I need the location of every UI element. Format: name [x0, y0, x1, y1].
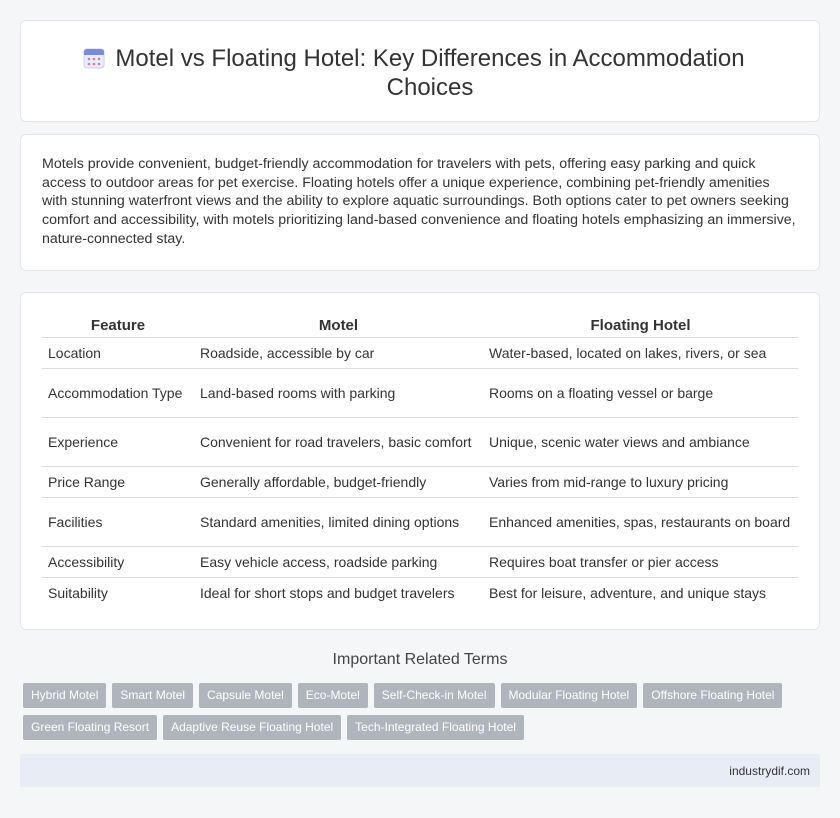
title-card [20, 20, 820, 122]
footer [20, 754, 820, 787]
table-row [42, 578, 798, 609]
comparison-table [42, 315, 798, 609]
table-cell-motel: Standard amenities, limited dining options [194, 498, 483, 547]
table-cell-feature: Accessibility [42, 547, 194, 578]
table-cell-motel: Easy vehicle access, roadside parking [194, 547, 483, 578]
related-term-tag[interactable]: Eco-Motel [298, 683, 368, 708]
related-term-tag[interactable]: Self-Check-in Motel [374, 683, 495, 708]
related-term-tag[interactable]: Capsule Motel [199, 683, 292, 708]
table-cell-floating-hotel: Water-based, located on lakes, rivers, or sea [483, 338, 798, 369]
related-term-tag[interactable]: Smart Motel [112, 683, 193, 708]
comparison-table-card [20, 292, 820, 630]
table-cell-floating-hotel: Best for leisure, adventure, and unique stays [489, 585, 767, 602]
table-cell-feature: Experience [42, 418, 194, 467]
summary-card [20, 134, 820, 271]
footer-site-link[interactable]: industrydif.com [729, 764, 810, 778]
table-cell-floating-hotel: Rooms on a floating vessel or barge [483, 369, 798, 418]
table-cell-feature: Facilities [42, 498, 194, 547]
related-terms-list [23, 683, 803, 740]
table-row [42, 498, 798, 547]
table-cell-motel: Generally affordable, budget-friendly [194, 467, 483, 498]
related-term-tag[interactable]: Green Floating Resort [23, 715, 157, 740]
table-cell-motel: Land-based rooms with parking [194, 369, 483, 418]
related-term-tag[interactable]: Offshore Floating Hotel [643, 683, 782, 708]
table-cell-feature: Suitability [48, 585, 108, 602]
table-cell-feature: Price Range [42, 467, 194, 498]
table-cell-feature: Location [42, 338, 194, 369]
header-feature: Feature [42, 315, 194, 338]
table-row [42, 467, 798, 498]
header-floating-hotel: Floating Hotel [483, 315, 798, 338]
related-term-tag[interactable]: Hybrid Motel [23, 683, 106, 708]
table-cell-floating-hotel: Varies from mid-range to luxury pricing [483, 467, 798, 498]
table-row [42, 547, 798, 578]
table-row [42, 338, 798, 369]
table-cell-motel: Roadside, accessible by car [194, 338, 483, 369]
table-row [42, 369, 798, 418]
related-term-tag[interactable]: Adaptive Reuse Floating Hotel [163, 715, 341, 740]
table-cell-floating-hotel: Requires boat transfer or pier access [483, 547, 798, 578]
page-title: Motel vs Floating Hotel: Key Differences in Accommodation Choices [115, 45, 745, 101]
related-term-tag[interactable]: Tech-Integrated Floating Hotel [347, 715, 524, 740]
table-cell-motel: Ideal for short stops and budget travelers [200, 585, 455, 602]
table-row [42, 418, 798, 467]
table-cell-floating-hotel: Unique, scenic water views and ambiance [483, 418, 798, 467]
table-cell-motel: Convenient for road travelers, basic comfort [194, 418, 483, 467]
table-header-row [42, 315, 798, 338]
table-cell-feature: Accommodation Type [42, 369, 194, 418]
related-terms-title: Important Related Terms [332, 651, 508, 668]
table-cell-floating-hotel: Enhanced amenities, spas, restaurants on board [483, 498, 798, 547]
header-motel: Motel [194, 315, 483, 338]
related-term-tag[interactable]: Modular Floating Hotel [501, 683, 638, 708]
summary-text: Motels provide convenient, budget-friendly accommodation for travelers with pets, offering easy parking and quick access to outdoor areas for pet exercise. Floating hotels offer a unique experience, combining pet-friendly amenities with stunning waterfront views and the ability to explore aquatic surroundings. Both options cater to pet owners seeking comfort and accessibility, with motels prioritizing land-based convenience and floating hotels emphasizing an immersive, nature-connected stay. [42, 156, 796, 247]
